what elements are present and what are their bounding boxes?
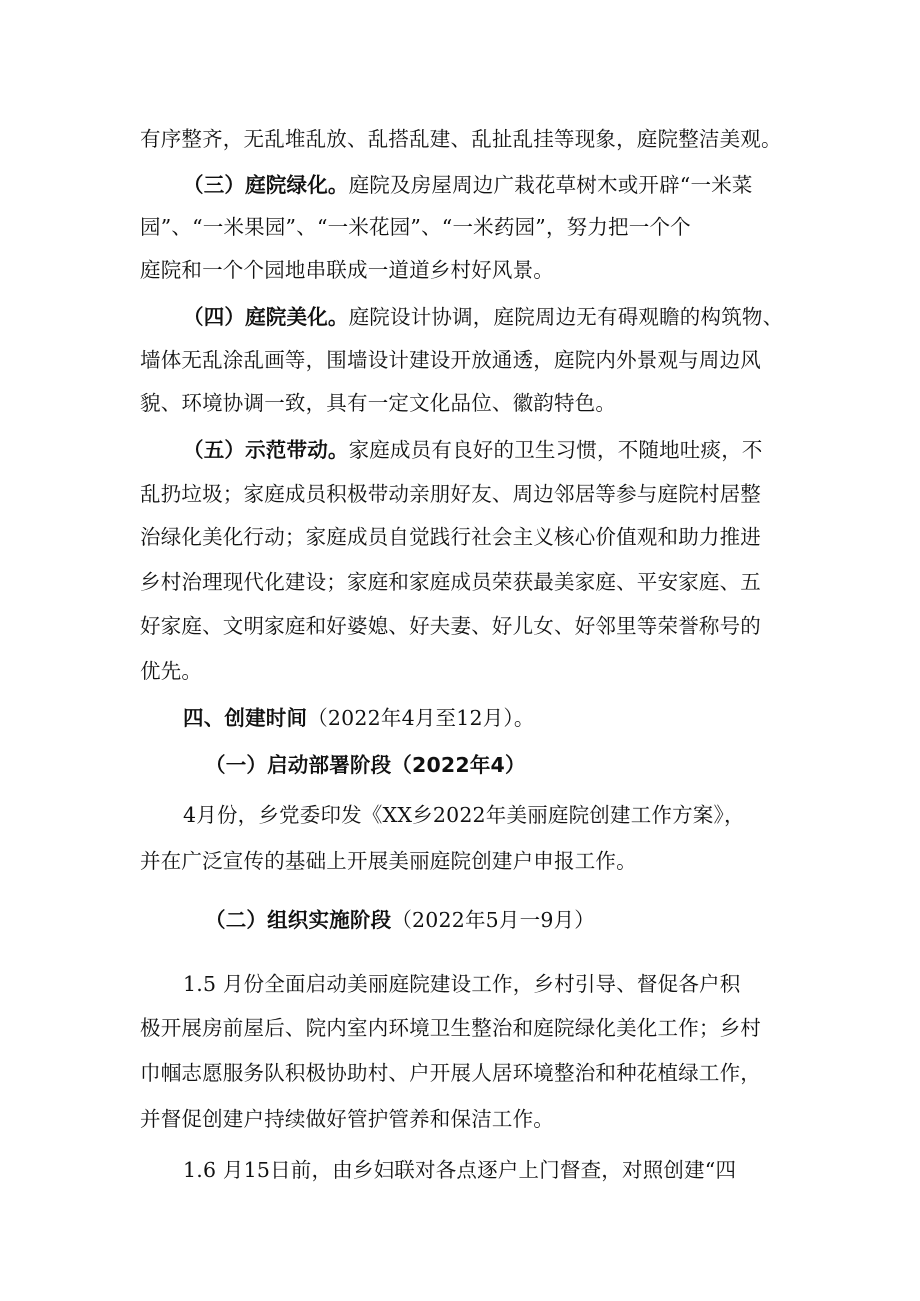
- paragraph-line: 好家庭、文明家庭和好婆媳、好夫妻、好儿女、好邻里等荣誉称号的: [140, 614, 761, 638]
- paragraph-line: 极开展房前屋后、院内室内环境卫生整治和庭院绿化美化工作；乡村: [140, 1016, 761, 1040]
- demo-heading: （五）示范带动。: [183, 438, 349, 462]
- paragraph-line: 园”、“一米果园”、“一米花园”、“一米药园”，努力把一个个: [140, 215, 691, 239]
- paragraph-line: 有序整齐，无乱堆乱放、乱搭乱建、乱扯乱挂等现象，庭院整洁美观。: [140, 127, 782, 151]
- paragraph-line: 并督促创建户持续做好管护管养和保洁工作。: [140, 1107, 554, 1131]
- section4-dates: （2022年4月至12月）。: [307, 706, 535, 730]
- paragraph-line: 墙体无乱涂乱画等，围墙设计建设开放通透，庭院内外景观与周边风: [140, 348, 761, 372]
- stage2-dates: （2022年5月一9月）: [391, 908, 595, 932]
- beautify-text: 庭院设计协调，庭院周边无有碍观瞻的构筑物、: [348, 305, 784, 329]
- stage2-heading-line: [205, 905, 865, 935]
- paragraph-line: 1.5 月份全面启动美丽庭院建设工作，乡村引导、督促各户积: [183, 972, 741, 996]
- paragraph-line: 优先。: [140, 659, 203, 683]
- paragraph-line: 并在广泛宣传的基础上开展美丽庭院创建户申报工作。: [140, 849, 637, 873]
- beautify-heading: （四）庭院美化。: [183, 305, 349, 329]
- section-heading: [183, 703, 843, 733]
- paragraph-line: 1.6 月15日前，由乡妇联对各点逐户上门督查，对照创建“四: [183, 1158, 737, 1182]
- beautify-paragraph-line: [183, 302, 843, 332]
- demo-paragraph-line: [183, 435, 843, 465]
- greening-paragraph-line: [183, 170, 843, 200]
- greening-text: 庭院及房屋周边广栽花草树木或开辟“一米菜: [348, 173, 753, 197]
- paragraph-line: 乡村治理现代化建设；家庭和家庭成员荣获最美家庭、平安家庭、五: [140, 570, 761, 594]
- paragraph-line: 治绿化美化行动；家庭成员自觉践行社会主义核心价值观和助力推进: [140, 525, 761, 549]
- paragraph-line: 乱扔垃圾；家庭成员积极带动亲朋好友、周边邻居等参与庭院村居整: [140, 482, 761, 506]
- paragraph-line: 庭院和一个个园地串联成一道道乡村好风景。: [140, 258, 554, 282]
- greening-heading: （三）庭院绿化。: [183, 173, 349, 197]
- paragraph-line: 巾帼志愿服务队积极协助村、户开展人居环境整治和种花植绿工作，: [140, 1061, 761, 1085]
- paragraph-line: 4月份，乡党委印发《XX乡2022年美丽庭院创建工作方案》，: [183, 803, 745, 827]
- paragraph-line: 貌、环境协调一致，具有一定文化品位、徽韵特色。: [140, 391, 617, 415]
- demo-text: 家庭成员有良好的卫生习惯，不随地吐痰，不: [348, 438, 763, 462]
- stage2-title: （二）组织实施阶段: [205, 908, 392, 932]
- stage1-heading: （一）启动部署阶段（2022年4）: [205, 753, 526, 777]
- section4-title: 四、创建时间: [183, 706, 308, 730]
